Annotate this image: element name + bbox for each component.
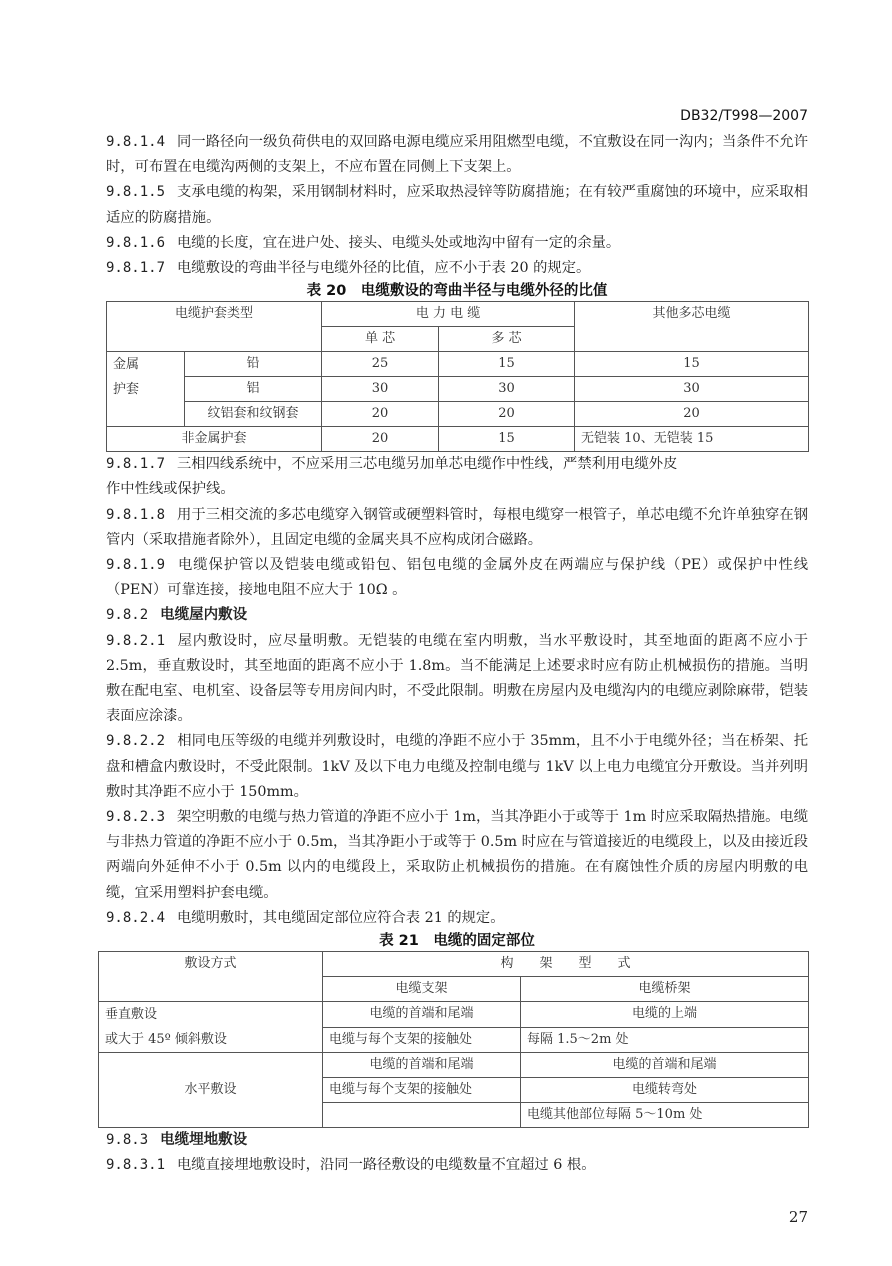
header-cable-support: 电缆支架 xyxy=(323,977,521,1002)
header-multi-core: 多 芯 xyxy=(439,327,575,352)
header-other-multicore: 其他多芯电缆 xyxy=(575,302,809,352)
document-code: DB32/T998—2007 xyxy=(680,108,808,124)
clause-number: 9.8.1.8 xyxy=(106,506,166,523)
table-row xyxy=(107,402,809,427)
table-row xyxy=(99,1002,809,1028)
cell-other: 15 xyxy=(575,352,809,377)
clause-number: 9.8.1.5 xyxy=(106,184,166,201)
clause-9-8-1-6 xyxy=(106,231,808,256)
clause-text: 相同电压等级的电缆并列敷设时，电缆的净距不应小于 35mm，且不小于电缆外径；当在桥架、托盘和槽盒内敷设时，不受此限制。1kV 及以下电力电缆及控制电缆与 1kV 以上电力电缆宜分开敷设。当并列明敷时其净距不应小于 150mm。 xyxy=(106,733,808,800)
vertical-label-line2: 或大于 45º 倾斜敷设 xyxy=(105,1032,227,1048)
vertical-label-line1: 垂直敷设 xyxy=(105,1007,158,1023)
cell-single: 20 xyxy=(322,402,439,427)
clause-9-8-1-9 xyxy=(106,553,808,603)
clause-9-8-2-3 xyxy=(106,805,808,906)
group-label-line2: 护套 xyxy=(113,382,140,398)
clause-number: 9.8.1.7 xyxy=(106,456,166,473)
cell-tray: 电缆转弯处 xyxy=(521,1078,809,1103)
clause-9-8-1-5 xyxy=(106,180,808,230)
header-laying-method: 敷设方式 xyxy=(99,952,323,1002)
table-20 xyxy=(106,301,809,452)
cell-type: 铝 xyxy=(185,377,322,402)
clause-text: 电缆明敷时，其电缆固定部位应符合表 21 的规定。 xyxy=(177,909,505,926)
cell-other: 30 xyxy=(575,377,809,402)
header-sheath-type: 电缆护套类型 xyxy=(107,302,322,352)
clause-text: 屋内敷设时，应尽量明敷。无铠装的电缆在室内明敷，当水平敷设时，其至地面的距离不应小于 2.5m，垂直敷设时，其至地面的距离不应小于 1.8m。当不能满足上述要求时应有防止机械损伤的措施。当明敷在配电室、电机室、设备层等专用房间内时，不受此限制。明敷在房屋内及电缆沟内的电缆应剥除麻带，铠装表面应涂漆。 xyxy=(106,632,808,725)
header-frame-type: 构 架 型 式 xyxy=(323,952,809,977)
clause-9-8-1-7b xyxy=(106,452,808,502)
clause-text: 电缆保护管以及铠装电缆或铅包、铝包电缆的金属外皮在两端应与保护线（PE）或保护中性线（PEN）可靠连接，接地电阻不应大于 10Ω 。 xyxy=(106,557,808,599)
table-21 xyxy=(98,951,809,1128)
table-row xyxy=(107,352,809,377)
clause-number: 9.8.2.4 xyxy=(106,909,166,926)
section-title: 电缆屋内敷设 xyxy=(160,607,248,624)
table-20-caption: 表 20 电缆敷设的弯曲半径与电缆外径的比值 xyxy=(306,283,608,300)
section-number: 9.8.3 xyxy=(106,1132,149,1149)
table-21-caption: 表 21 电缆的固定部位 xyxy=(379,933,535,950)
clause-9-8-1-4 xyxy=(106,130,808,180)
clause-9-8-2-2 xyxy=(106,729,808,805)
header-single-core: 单 芯 xyxy=(322,327,439,352)
section-heading-9-8-3 xyxy=(106,1128,808,1153)
table-row xyxy=(107,377,809,402)
clause-number: 9.8.1.9 xyxy=(106,557,166,574)
group-label-line1: 金属 xyxy=(113,357,140,373)
cell-tray: 每隔 1.5～2m 处 xyxy=(521,1027,809,1053)
clause-9-8-1-8 xyxy=(106,503,808,553)
cell-support: 电缆的首端和尾端 xyxy=(323,1053,521,1078)
cell-single: 20 xyxy=(322,427,439,452)
cell-multi: 20 xyxy=(439,402,575,427)
page-number: 27 xyxy=(788,1208,808,1227)
cell-support: 电缆与每个支架的接触处 xyxy=(323,1027,521,1053)
clause-text: 同一路径向一级负荷供电的双回路电源电缆应采用阻燃型电缆，不宜敷设在同一沟内；当条件不允许时，可布置在电缆沟两侧的支架上，不应布置在同侧上下支架上。 xyxy=(106,134,808,176)
cell-other: 20 xyxy=(575,402,809,427)
cell-multi: 15 xyxy=(439,427,575,452)
cell-type: 纹铝套和纹钢套 xyxy=(185,402,322,427)
cell-type: 非金属护套 xyxy=(107,427,322,452)
table-row xyxy=(107,427,809,452)
clause-number: 9.8.1.6 xyxy=(106,234,166,251)
cell-support: 电缆与每个支架的接触处 xyxy=(323,1078,521,1103)
header-cable-tray: 电缆桥架 xyxy=(521,977,809,1002)
clause-9-8-1-7a xyxy=(106,256,808,281)
section-heading-9-8-2 xyxy=(106,603,808,628)
clause-9-8-3-1 xyxy=(106,1153,808,1178)
clause-9-8-2-1 xyxy=(106,629,808,730)
clause-text-continued: 作中性线或保护线。 xyxy=(106,481,235,498)
clause-text: 电缆的长度，宜在进户处、接头、电缆头处或地沟中留有一定的余量。 xyxy=(177,234,621,251)
clause-number: 9.8.2.1 xyxy=(106,632,166,649)
cell-tray: 电缆其他部位每隔 5～10m 处 xyxy=(521,1103,809,1128)
clause-text: 电缆直接埋地敷设时，沿同一路径敷设的电缆数量不宜超过 6 根。 xyxy=(177,1157,596,1174)
clause-number: 9.8.3.1 xyxy=(106,1157,166,1174)
cell-single: 25 xyxy=(322,352,439,377)
cell-type: 铅 xyxy=(185,352,322,377)
cell-single: 30 xyxy=(322,377,439,402)
section-number: 9.8.2 xyxy=(106,607,149,624)
group-metal-sheath xyxy=(107,352,185,427)
cell-support xyxy=(323,1103,521,1128)
clause-number: 9.8.1.4 xyxy=(106,134,166,150)
cell-support: 电缆的首端和尾端 xyxy=(323,1002,521,1028)
clause-number: 9.8.2.2 xyxy=(106,733,166,750)
cell-vertical-laying xyxy=(99,1002,323,1053)
clause-number: 9.8.1.7 xyxy=(106,260,166,277)
section-title: 电缆埋地敷设 xyxy=(160,1132,248,1149)
cell-multi: 30 xyxy=(439,377,575,402)
clause-9-8-2-4 xyxy=(106,906,808,931)
clause-text: 支承电缆的构架，采用钢制材料时，应采取热浸锌等防腐措施；在有较严重腐蚀的环境中，应采取相适应的防腐措施。 xyxy=(106,184,808,226)
cell-other: 无铠装 10、无铠装 15 xyxy=(575,427,809,452)
clause-text: 三相四线系统中，不应采用三芯电缆另加单芯电缆作中性线，严禁利用电缆外皮 xyxy=(177,456,678,473)
table-row xyxy=(99,1053,809,1078)
header-power-cable: 电 力 电 缆 xyxy=(322,302,575,327)
cell-tray: 电缆的首端和尾端 xyxy=(521,1053,809,1078)
clause-text: 架空明敷的电缆与热力管道的净距不应小于 1m，当其净距小于或等于 1m 时应采取隔热措施。电缆与非热力管道的净距不应小于 0.5m，当其净距小于或等于 0.5m 时应在与管道接近的电缆段上，以及由接近段两端向外延伸不小于 0.5m 以内的电缆段上，采取防止机械损伤的措施。在有腐蚀性介质的房屋内明敷的电缆，宜采用塑料护套电缆。 xyxy=(106,809,808,901)
cell-multi: 15 xyxy=(439,352,575,377)
cell-tray: 电缆的上端 xyxy=(521,1002,809,1028)
cell-horizontal-laying: 水平敷设 xyxy=(99,1053,323,1128)
clause-text: 电缆敷设的弯曲半径与电缆外径的比值，应不小于表 20 的规定。 xyxy=(177,260,591,277)
clause-text: 用于三相交流的多芯电缆穿入钢管或硬塑料管时，每根电缆穿一根管子，单芯电缆不允许单独穿在钢管内（采取措施者除外），且固定电缆的金属夹具不应构成闭合磁路。 xyxy=(106,506,808,548)
clause-number: 9.8.2.3 xyxy=(106,809,166,826)
